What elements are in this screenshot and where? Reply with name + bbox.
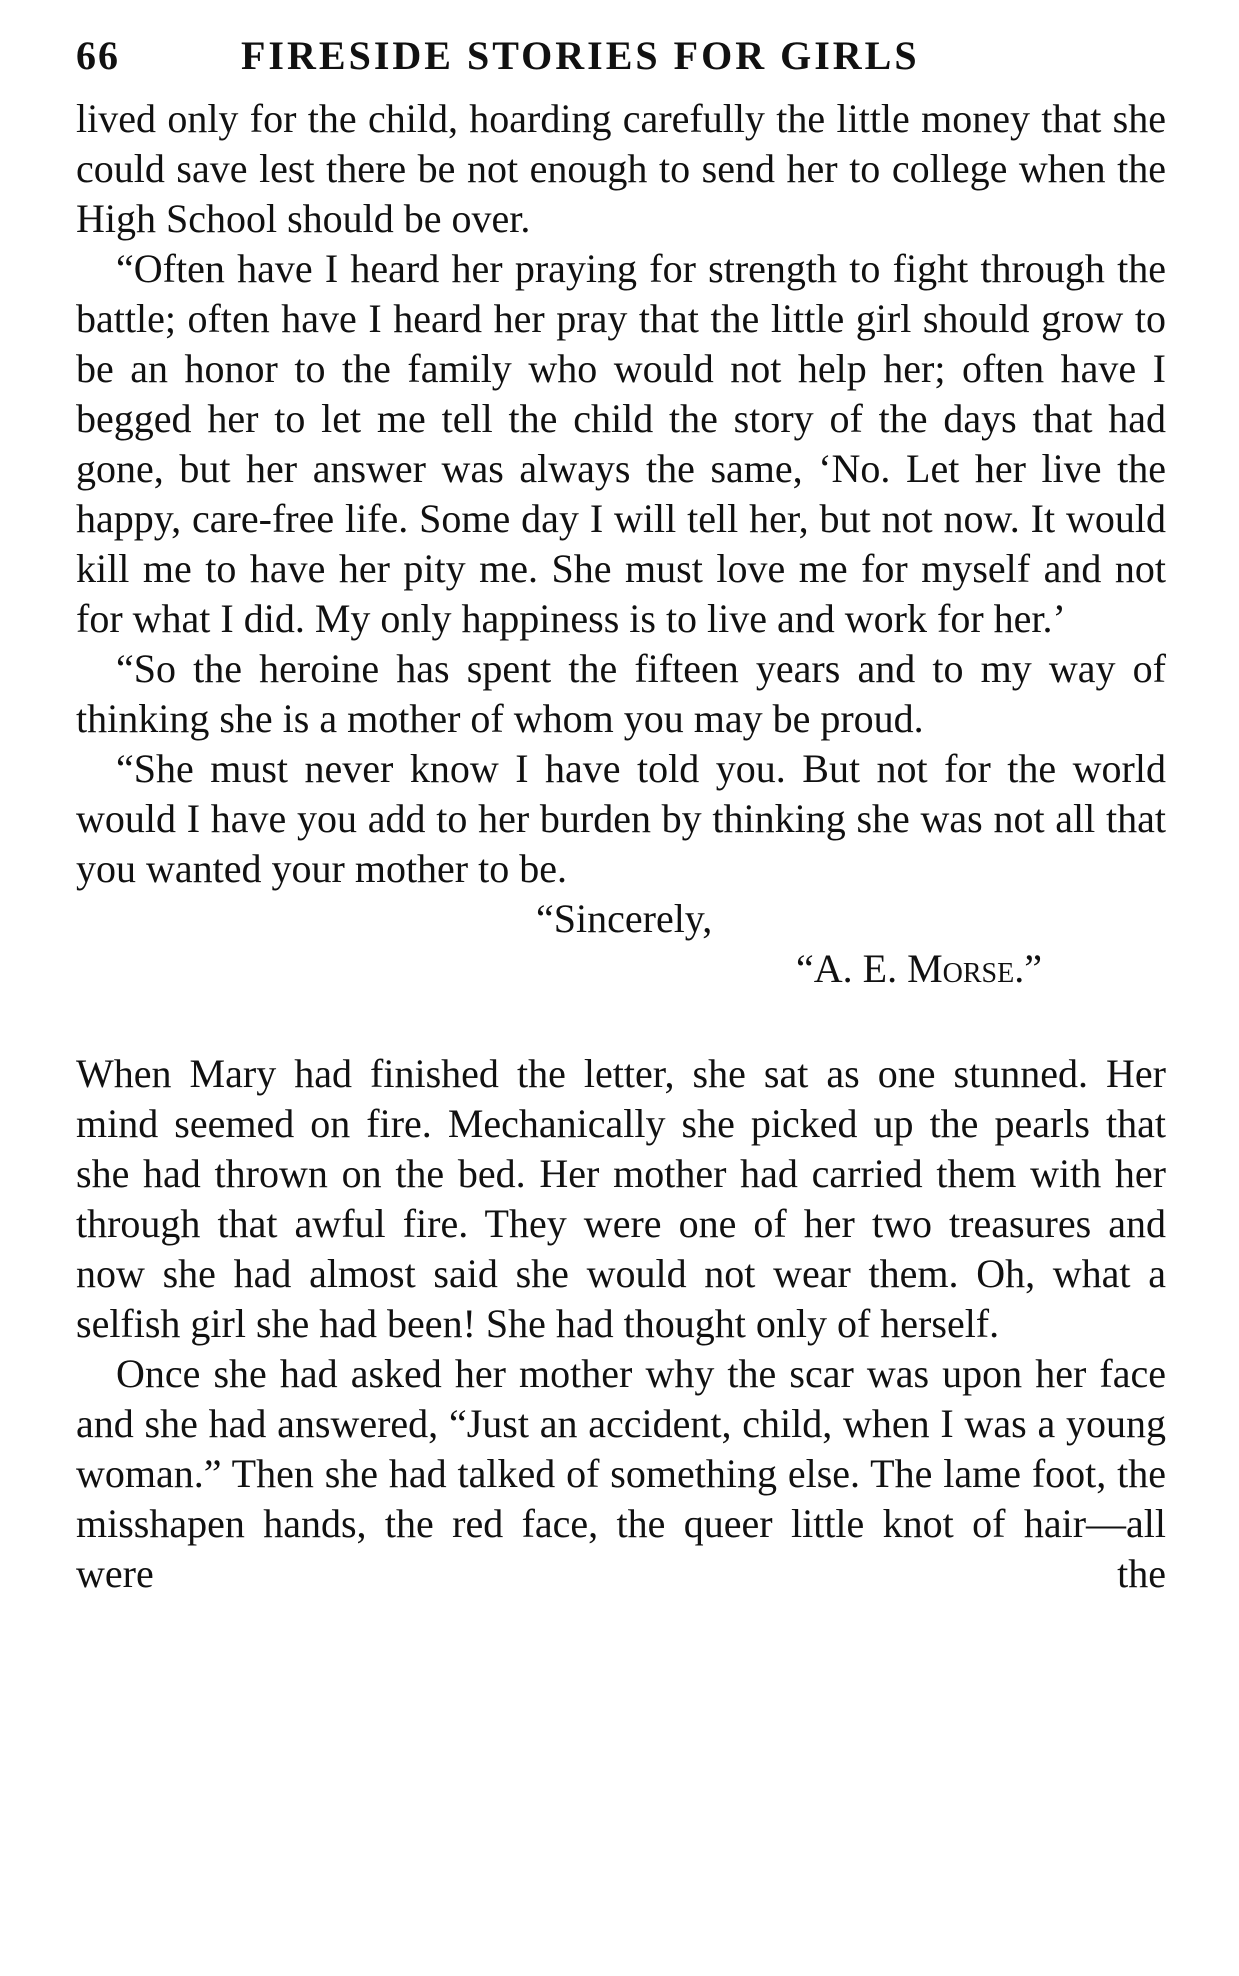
signature-prefix: “A. E. (796, 946, 908, 991)
paragraph-scar: Once she had asked her mother why the scar was upon her face and she had answered, “Just an accident, child, when I was a young woman.” Then she had talked of something else. The lame foot, the misshapen hands, the red face, the queer little knot of hair—all were the (76, 1351, 1166, 1596)
paragraph-continued: lived only for the child, hoarding carefully the little money that she could save lest there be not enough to send her to college when the High School should be over. (76, 96, 1166, 241)
page-number: 66 (76, 33, 120, 78)
book-page (76, 32, 1166, 1599)
paragraph-letter-battle: “Often have I heard her praying for strength to fight through the battle; often have I heard her pray that the little girl should grow to be an honor to the family who would not help her; often have I begged her to let me tell the child the story of the days that had gone, but her answer was always the same, ‘No. Let her live the happy, care-free life. Some day I will tell her, but not now. It would kill me to have her pity me. She must love me for myself and not for what I did. My only happiness is to live and work for her.’ (76, 246, 1166, 641)
book-title: FIRESIDE STORIES FOR GIRLS (241, 33, 920, 78)
letter-signature (76, 944, 1166, 994)
paragraph-letter-never-know: “She must never know I have told you. But not for the world would I have you add to her burden by thinking she was not all that you wanted your mother to be. (76, 746, 1166, 891)
section-gap (76, 994, 1166, 1049)
running-head (76, 32, 1166, 94)
paragraph-letter-heroine: “So the heroine has spent the fifteen years and to my way of thinking she is a mother of whom you may be proud. (76, 646, 1166, 741)
paragraph-mary-finished: When Mary had finished the letter, she sat as one stunned. Her mind seemed on fire. Mechanically she picked up the pearls that she had thrown on the bed. Her mother had carried them with her through that awful fire. They were one of her two treasures and now she had almost said she would not wear them. Oh, what a selfish girl she had been! She had thought only of herself. (76, 1051, 1166, 1346)
letter-closing: “Sincerely, (536, 896, 713, 941)
signature-suffix: .” (1014, 946, 1042, 991)
signature-name: Morse (907, 946, 1015, 991)
